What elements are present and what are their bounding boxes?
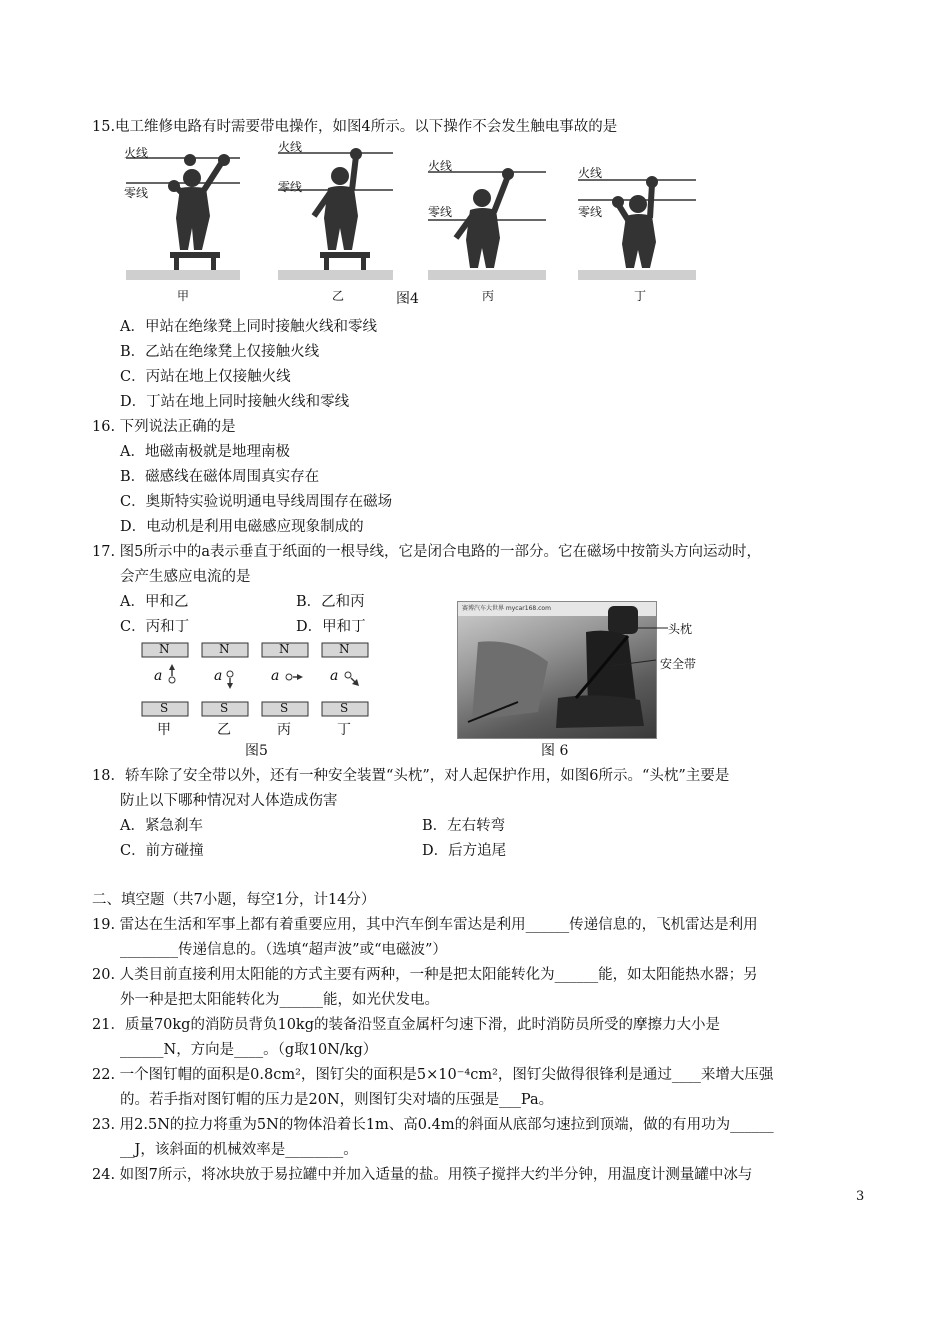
fig5-north-bing: N [279, 642, 290, 656]
q17-stem-line2: 会产生感应电流的是 [120, 569, 251, 585]
fig6-seatbelt-label: 安全带 [660, 657, 697, 671]
q16-option-c: C．奥斯特实验说明通电导线周围存在磁场 [120, 494, 393, 510]
q17-option-b: B．乙和丙 [296, 594, 365, 610]
q16-option-d: D．电动机是利用电磁感应现象制成的 [120, 519, 364, 535]
fig5-wire-bing: a [271, 668, 280, 684]
q16-option-b: B．磁感线在磁体周围真实存在 [120, 469, 320, 485]
fig4-live-label-yi: 火线 [278, 140, 303, 154]
fig4-panel-bing [428, 168, 546, 280]
fig5-panel-bing: 丙 [277, 722, 291, 738]
fig5-panel-jia: 甲 [157, 722, 171, 738]
q23-line1: 23. 用2.5N的拉力将重为5N的物体沿着长1m、高0.4m的斜面从底部匀速拉到顶端，做的有用功为______ [92, 1117, 774, 1133]
q17-option-a: A．甲和乙 [120, 594, 189, 610]
fig4-panel-label-bing: 丙 [482, 289, 495, 303]
fig5-south-bing: S [280, 701, 289, 715]
q17-option-c: C．丙和丁 [120, 619, 190, 635]
q17-stem-line1: 17. 图5所示中的a表示垂直于纸面的一根导线，它是闭合电路的一部分。它在磁场中按箭头方向运动时， [92, 544, 762, 560]
fig5-wire-yi: a [214, 668, 223, 684]
q15-stem: 15.电工维修电路有时需要带电操作，如图4所示。以下操作不会发生触电事故的是 [92, 119, 618, 135]
fig4-caption: 图4 [396, 291, 419, 307]
fig6-watermark: 赛博汽车大世界 mycar168.com [462, 605, 551, 612]
fig5-south-yi: S [220, 701, 229, 715]
q16-stem: 16. 下列说法正确的是 [92, 419, 236, 435]
page-number: 3 [856, 1189, 865, 1204]
fig5-north-ding: N [339, 642, 350, 656]
fig5-panel-ding: 丁 [337, 722, 351, 738]
fig4-panel-label-yi: 乙 [332, 289, 345, 303]
fig5-north-jia: N [159, 642, 170, 656]
figure-4 [118, 138, 708, 303]
q20-line1: 20. 人类目前直接利用太阳能的方式主要有两种，一种是把太阳能转化为______能，如太阳能热水器；另 [92, 967, 758, 983]
q15-option-c: C．丙站在地上仅接触火线 [120, 369, 291, 385]
fig5-south-jia: S [160, 701, 169, 715]
fig4-neutral-label-jia: 零线 [124, 186, 149, 200]
fig5-south-ding: S [340, 701, 349, 715]
q19-line1: 19. 雷达在生活和军事上都有着重要应用，其中汽车倒车雷达是利用______传递信息的，飞机雷达是利用 [92, 917, 758, 933]
fig5-north-yi: N [219, 642, 230, 656]
fig4-panel-label-ding: 丁 [634, 289, 647, 303]
fig6-caption: 图 6 [541, 743, 569, 759]
fig4-neutral-label-ding: 零线 [578, 205, 603, 219]
q15-option-d: D．丁站在地上同时接触火线和零线 [120, 394, 350, 410]
q16-option-a: A．地磁南极就是地理南极 [120, 444, 290, 460]
q21-line2: ______N，方向是____。（g取10N/kg） [120, 1042, 378, 1058]
q17-option-d: D．甲和丁 [296, 619, 366, 635]
q18-option-c: C．前方碰撞 [120, 843, 204, 859]
q15-option-b: B．乙站在绝缘凳上仅接触火线 [120, 344, 320, 360]
q18-option-d: D．后方追尾 [422, 843, 507, 859]
fig4-panel-ding [578, 176, 696, 280]
q18-option-a: A．紧急刹车 [120, 818, 203, 834]
q18-option-b: B．左右转弯 [422, 818, 506, 834]
fig4-live-label-ding: 火线 [578, 166, 603, 180]
q24-line1: 24. 如图7所示，将冰块放于易拉罐中并加入适量的盐。用筷子搅拌大约半分钟，用温度计测量罐中冰与 [92, 1167, 753, 1183]
fig4-panel-jia [126, 154, 240, 280]
fig4-live-label-jia: 火线 [124, 146, 149, 160]
fig4-panel-label-jia: 甲 [177, 289, 190, 303]
fig4-neutral-label-yi: 零线 [278, 180, 303, 194]
fig4-neutral-label-bing: 零线 [428, 205, 453, 219]
fig5-caption: 图5 [245, 743, 268, 759]
q18-stem-line1: 18．轿车除了安全带以外，还有一种安全装置“头枕”，对人起保护作用，如图6所示。“头枕”主要是 [92, 768, 730, 784]
q22-line2: 的。若手指对图钉帽的压力是20N，则图钉尖对墙的压强是___Pa。 [120, 1092, 554, 1108]
q22-line1: 22. 一个图钉帽的面积是0.8cm²，图钉尖的面积是5×10⁻⁴cm²，图钉尖做得很锋利是通过____来增大压强 [92, 1067, 774, 1083]
fig4-live-label-bing: 火线 [428, 159, 453, 173]
fig6-headrest-label: 头枕 [668, 622, 693, 636]
q18-stem-line2: 防止以下哪种情况对人体造成伤害 [120, 793, 338, 809]
q15-option-a: A．甲站在绝缘凳上同时接触火线和零线 [120, 319, 377, 335]
fig5-panel-yi: 乙 [217, 722, 231, 738]
fig5-wire-ding: a [330, 668, 339, 684]
section2-heading: 二、填空题（共7小题，每空1分，计14分） [92, 892, 376, 908]
q21-line1: 21．质量70kg的消防员背负10kg的装备沿竖直金属杆匀速下滑，此时消防员所受的摩擦力大小是 [92, 1017, 720, 1033]
fig4-panel-yi [278, 148, 393, 280]
fig5-wire-jia: a [154, 668, 163, 684]
q19-line2: ________传递信息的。（选填“超声波”或“电磁波”） [120, 942, 447, 958]
q20-line2: 外一种是把太阳能转化为______能，如光伏发电。 [120, 992, 439, 1008]
q23-line2: __J，该斜面的机械效率是________。 [120, 1142, 358, 1158]
